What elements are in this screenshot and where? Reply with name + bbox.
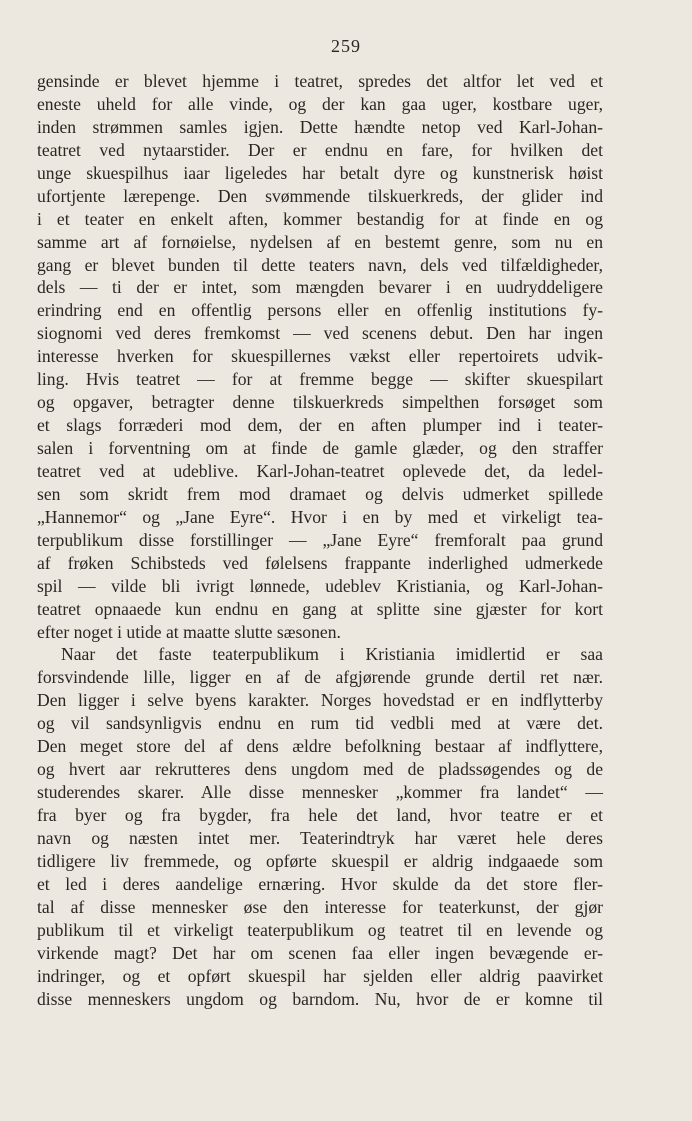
- text-line: tidligere liv fremmede, og opførte skuespil er aldrig indgaaede som: [37, 850, 603, 871]
- text-line: ufortjente lærepenge. Den svømmende tilskuerkreds, der glider ind: [37, 185, 603, 206]
- text-line: og vil sandsynligvis endnu en rum tid vedbli med at være det.: [37, 713, 603, 734]
- text-line: forsvindende lille, ligger en af de afgjørende grunde dertil ret nær.: [37, 667, 603, 688]
- text-line: gensinde er blevet hjemme i teatret, spredes det altfor let ved et: [37, 71, 603, 91]
- body-text: [37, 70, 603, 1010]
- text-line: i et teater en enkelt aften, kommer bestandig for at finde en og: [37, 208, 603, 229]
- text-line: samme art af fornøielse, nydelsen af en bestemt genre, som nu en: [37, 231, 603, 252]
- text-line: salen i forventning om at finde de gamle glæder, og den straffer: [37, 438, 603, 458]
- text-line: studerendes skarer. Alle disse mennesker „kommer fra landet“ —: [37, 782, 603, 803]
- text-line: interesse hverken for skuespillernes vækst eller repertoirets udvik-: [37, 346, 603, 367]
- text-line: eneste uheld for alle vinde, og der kan gaa uger, kostbare uger,: [37, 93, 603, 114]
- text-line: teatret ved at udeblive. Karl-Johan-teatret oplevede det, da ledel-: [37, 460, 603, 481]
- text-line: tal af disse mennesker øse den interesse for teaterkunst, der gjør: [37, 896, 603, 917]
- text-line: unge skuespilhus iaar ligeledes har betalt dyre og kunstnerisk høist: [37, 162, 603, 183]
- text-line: sen som skridt frem mod dramaet og delvis udmerket spillede: [37, 483, 603, 504]
- text-line: og hvert aar rekrutteres dens ungdom med de pladssøgendes og de: [37, 759, 603, 780]
- text-line: Den meget store del af dens ældre befolkning bestaar af indflyttere,: [37, 736, 603, 757]
- text-line: efter noget i utide at maatte slutte sæsonen.: [37, 621, 341, 642]
- text-line: dels — ti der er intet, som mængden bevarer i en uudryddeligere: [37, 277, 603, 298]
- text-line: teatret opnaaede kun endnu en gang at splitte sine gjæster for kort: [37, 598, 603, 619]
- text-line: teatret ved nytaarstider. Der er endnu en fare, for hvilken det: [37, 139, 603, 160]
- text-line: fra byer og fra bygder, fra hele det land, hvor teatre er et: [37, 805, 603, 825]
- text-line: og opgaver, betragter denne tilskuerkreds simpelthen forsøget som: [37, 392, 603, 413]
- text-line: disse menneskers ungdom og barndom. Nu, hvor de er komne til: [37, 988, 603, 1009]
- text-line: Den ligger i selve byens karakter. Norges hovedstad er en indflytterby: [37, 690, 603, 711]
- text-line: ling. Hvis teatret — for at fremme begge — skifter skuespilart: [37, 369, 603, 390]
- text-line: terpublikum disse forstillinger — „Jane Eyre“ fremforalt paa grund: [37, 529, 603, 550]
- page-number: 259: [331, 36, 361, 56]
- text-line: erindring end en offentlig persons eller en offenlig institutions fy-: [37, 300, 603, 321]
- text-line: gang er blevet bunden til dette teaters navn, dels ved tilfældigheder,: [37, 254, 603, 275]
- text-line: navn og næsten intet mer. Teaterindtryk har været hele deres: [37, 827, 603, 848]
- text-line: virkende magt? Det har om scenen faa eller ingen bevægende er-: [37, 942, 603, 963]
- text-line: siognomi ved deres fremkomst — ved scenens debut. Den har ingen: [37, 323, 603, 344]
- text-line: publikum til et virkeligt teaterpublikum og teatret til en levende og: [37, 919, 603, 940]
- text-line: „Hannemor“ og „Jane Eyre“. Hvor i en by med et virkeligt tea-: [37, 506, 603, 527]
- text-line: af frøken Schibsteds ved følelsens frappante inderlighed udmerkede: [37, 552, 603, 573]
- text-line: Naar det faste teaterpublikum i Kristiania imidlertid er saa: [61, 644, 603, 665]
- text-line: inden strømmen samles igjen. Dette hændte netop ved Karl-Johan-: [37, 116, 603, 137]
- text-line: spil — vilde bli ivrigt lønnede, udeblev Kristiania, og Karl-Johan-: [37, 575, 603, 596]
- text-line: et slags forræderi mod dem, der en aften plumper ind i teater-: [37, 415, 603, 436]
- text-line: et led i deres aandelige ernæring. Hvor skulde da det store fler-: [37, 873, 603, 894]
- text-line: indringer, og et opført skuespil har sjelden eller aldrig paavirket: [37, 965, 603, 986]
